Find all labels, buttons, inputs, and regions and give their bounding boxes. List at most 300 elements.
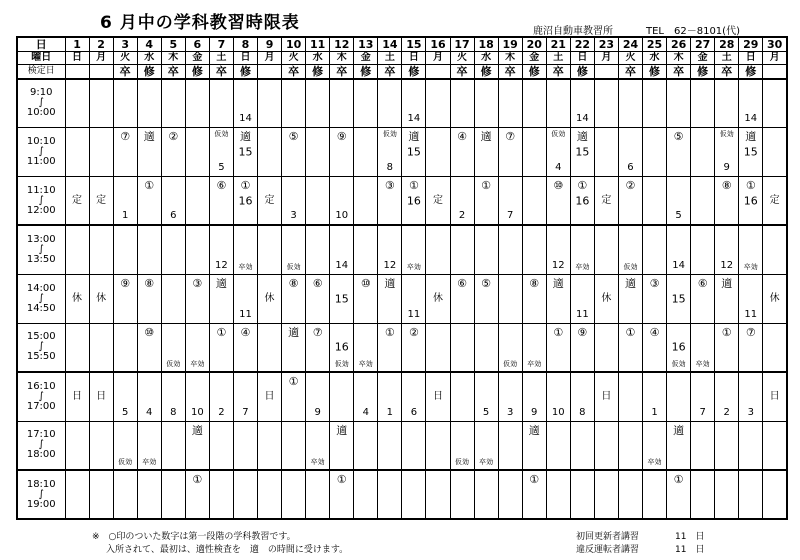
weekday-cell: 土 <box>209 51 233 65</box>
lesson-cell <box>474 274 498 323</box>
lesson-cell <box>113 421 137 470</box>
lesson-top: ⑥ <box>312 276 323 290</box>
lesson-cell <box>546 128 570 177</box>
period-end-time: 11:00 <box>26 156 56 167</box>
lesson-middle: 15 <box>406 145 421 159</box>
lesson-cell <box>570 470 594 519</box>
lesson-cell <box>209 470 233 519</box>
lesson-top: 適 <box>721 276 733 290</box>
lesson-top: ① <box>384 325 395 339</box>
closed-cell: 休 <box>65 274 89 323</box>
exam-type-cell: 修 <box>306 65 330 79</box>
period-end-time: 15:50 <box>26 351 56 363</box>
lesson-cell <box>691 225 715 274</box>
lesson-note-bottom: 卒効 <box>479 458 494 466</box>
exam-type-cell <box>763 65 787 79</box>
day-number: 14 <box>378 37 402 51</box>
lesson-cell <box>498 79 522 128</box>
lesson-cell <box>161 79 185 128</box>
lesson-cell <box>667 470 691 519</box>
lesson-cell <box>354 421 378 470</box>
lesson-cell <box>570 372 594 421</box>
closed-cell <box>258 470 282 519</box>
closed-cell: 日 <box>763 372 787 421</box>
exam-type-cell: 卒 <box>618 65 642 79</box>
lesson-cell <box>330 225 354 274</box>
lesson-bottom: 9 <box>314 406 321 418</box>
lesson-cell <box>354 323 378 372</box>
weekday-cell: 火 <box>113 51 137 65</box>
period-start-time: 14:00 <box>26 282 56 294</box>
lesson-top: ⑩ <box>553 178 564 192</box>
lesson-cell <box>113 79 137 128</box>
lesson-cell <box>137 274 161 323</box>
day-number: 30 <box>763 37 787 51</box>
weekday-cell: 火 <box>618 51 642 65</box>
closed-cell: 定 <box>426 176 450 225</box>
lesson-top: 適 <box>673 423 685 437</box>
lesson-cell <box>282 372 306 421</box>
lesson-top: ③ <box>192 276 203 290</box>
closed-cell <box>594 470 618 519</box>
closed-cell <box>594 323 618 372</box>
lesson-bottom: 14 <box>335 259 349 271</box>
lesson-note-bottom: 仮効 <box>623 262 638 271</box>
period-end-time: 17:00 <box>26 400 56 412</box>
lesson-cell <box>402 470 426 519</box>
lesson-bottom: 5 <box>675 210 682 222</box>
lesson-cell <box>233 176 257 225</box>
closed-cell <box>65 421 89 470</box>
lesson-top: 適 <box>552 276 564 290</box>
lesson-top: 適 <box>624 276 636 290</box>
lesson-bottom: 4 <box>146 406 153 418</box>
day-number: 11 <box>306 37 330 51</box>
lesson-cell <box>330 176 354 225</box>
closed-cell: 日 <box>89 372 113 421</box>
lesson-middle: 16 <box>743 194 758 208</box>
lesson-top: ① <box>192 473 203 486</box>
day-number: 24 <box>618 37 642 51</box>
lesson-top: ① <box>408 178 419 192</box>
lesson-top: ⑧ <box>529 276 540 290</box>
lesson-cell <box>715 470 739 519</box>
lesson-cell <box>522 323 546 372</box>
period-time <box>17 79 65 128</box>
lesson-cell <box>330 323 354 372</box>
closed-cell <box>258 225 282 274</box>
day-number: 13 <box>354 37 378 51</box>
lesson-top: ① <box>336 473 347 486</box>
lesson-note-bottom: 卒効 <box>575 262 590 271</box>
period-range-mark: ∫ <box>38 194 44 206</box>
lesson-cell <box>450 128 474 177</box>
lesson-middle: 16 <box>334 340 349 354</box>
lesson-cell <box>498 470 522 519</box>
lesson-cell <box>330 372 354 421</box>
weekday-cell: 木 <box>161 51 185 65</box>
lesson-cell <box>209 176 233 225</box>
lesson-cell <box>691 470 715 519</box>
lesson-bottom: 11 <box>575 308 589 320</box>
lesson-cell <box>378 470 402 519</box>
lesson-cell <box>522 274 546 323</box>
lesson-cell <box>306 128 330 177</box>
lesson-cell <box>474 421 498 470</box>
lesson-top: ① <box>553 325 564 339</box>
period-start-time: 13:00 <box>26 234 56 246</box>
lesson-top: 適 <box>336 423 348 437</box>
closed-cell: 日 <box>594 372 618 421</box>
period-start-time: 15:00 <box>26 331 56 343</box>
violator-lecture-day: 11 日 <box>675 545 705 555</box>
lesson-bottom: 4 <box>555 161 562 173</box>
period-row <box>17 128 787 177</box>
lesson-cell <box>282 421 306 470</box>
exam-type-cell: 卒 <box>450 65 474 79</box>
period-range-mark: ∫ <box>38 341 44 353</box>
lesson-cell <box>209 323 233 372</box>
lesson-cell <box>739 470 763 519</box>
lesson-note-top: 仮効 <box>214 130 229 139</box>
period-range-mark: ∫ <box>38 390 44 402</box>
lesson-bottom: 2 <box>218 406 225 418</box>
lesson-top: ⑥ <box>216 178 227 192</box>
lesson-cell <box>378 274 402 323</box>
lesson-cell <box>667 323 691 372</box>
exam-type-cell: 卒 <box>161 65 185 79</box>
lesson-cell <box>715 323 739 372</box>
lesson-cell <box>498 372 522 421</box>
lesson-top: ⑤ <box>288 130 299 144</box>
lesson-note-bottom: 卒効 <box>310 458 325 466</box>
lesson-cell <box>113 323 137 372</box>
lesson-cell <box>185 128 209 177</box>
closed-cell <box>763 225 787 274</box>
lesson-cell <box>161 225 185 274</box>
lesson-cell <box>643 274 667 323</box>
closed-cell <box>65 225 89 274</box>
exam-type-cell <box>65 65 89 79</box>
closed-cell <box>763 79 787 128</box>
exam-type-cell: 修 <box>354 65 378 79</box>
lesson-top: ⑩ <box>144 325 155 339</box>
weekday-cell: 月 <box>594 51 618 65</box>
lesson-cell <box>282 79 306 128</box>
day-number: 6 <box>185 37 209 51</box>
lesson-note-bottom: 卒効 <box>527 360 542 369</box>
lesson-cell <box>161 421 185 470</box>
exam-type-cell: 卒 <box>330 65 354 79</box>
lesson-cell <box>137 421 161 470</box>
day-number: 8 <box>233 37 257 51</box>
lesson-top: 適 <box>143 130 155 144</box>
lesson-cell <box>113 372 137 421</box>
lesson-cell <box>474 470 498 519</box>
lesson-cell <box>643 372 667 421</box>
lesson-bottom: 1 <box>121 210 129 222</box>
closed-cell <box>89 128 113 177</box>
lesson-bottom: 10 <box>335 210 349 222</box>
weekday-cell: 水 <box>306 51 330 65</box>
lesson-note-bottom: 卒効 <box>647 458 662 466</box>
lesson-cell <box>185 274 209 323</box>
lesson-middle: 15 <box>575 145 590 159</box>
lesson-note-bottom: 卒効 <box>406 262 421 271</box>
exam-type-cell: 卒 <box>498 65 522 79</box>
closed-cell: 日 <box>65 372 89 421</box>
exam-type-cell: 卒 <box>546 65 570 79</box>
lesson-top: ⑨ <box>336 130 347 144</box>
lesson-bottom: 2 <box>458 210 466 222</box>
lesson-bottom: 11 <box>744 308 758 320</box>
lesson-cell <box>739 323 763 372</box>
lesson-cell <box>546 372 570 421</box>
lesson-top: 適 <box>480 130 492 144</box>
lesson-top: ① <box>481 178 492 192</box>
weekday-cell: 金 <box>522 51 546 65</box>
lesson-bottom: 9 <box>531 406 538 418</box>
lesson-top: 適 <box>215 276 227 290</box>
weekday-cell: 日 <box>233 51 257 65</box>
lesson-cell <box>330 421 354 470</box>
weekday-cell: 日 <box>739 51 763 65</box>
lesson-middle: 16 <box>671 340 686 354</box>
lesson-top: ② <box>625 178 636 192</box>
lesson-cell <box>330 274 354 323</box>
lesson-cell <box>618 323 642 372</box>
lesson-cell <box>161 128 185 177</box>
day-number: 27 <box>691 37 715 51</box>
lesson-bottom: 14 <box>744 113 758 125</box>
lesson-cell <box>667 421 691 470</box>
closed-cell <box>258 128 282 177</box>
exam-type-cell: 卒 <box>282 65 306 79</box>
lesson-cell <box>233 323 257 372</box>
closed-cell: 日 <box>258 372 282 421</box>
lesson-cell <box>450 176 474 225</box>
weekday-cell: 水 <box>643 51 667 65</box>
closed-cell <box>426 323 450 372</box>
lesson-top: ① <box>144 178 155 192</box>
closed-cell <box>763 470 787 519</box>
lesson-cell <box>282 128 306 177</box>
weekday-cell: 火 <box>450 51 474 65</box>
lesson-bottom: 5 <box>121 406 129 418</box>
period-row <box>17 225 787 274</box>
day-number: 22 <box>570 37 594 51</box>
weekday-cell: 月 <box>426 51 450 65</box>
weekday-cell: 月 <box>763 51 787 65</box>
weekday-cell: 火 <box>282 51 306 65</box>
lesson-cell <box>306 470 330 519</box>
weekday-cell: 水 <box>474 51 498 65</box>
lesson-top: 適 <box>288 325 300 339</box>
lesson-cell <box>715 128 739 177</box>
lesson-bottom: 8 <box>386 161 394 173</box>
lesson-cell <box>209 274 233 323</box>
lesson-cell <box>691 128 715 177</box>
closed-cell <box>594 421 618 470</box>
lesson-note-top: 仮効 <box>551 130 566 139</box>
day-number-row <box>17 37 787 51</box>
lesson-cell <box>691 323 715 372</box>
closed-cell: 休 <box>426 274 450 323</box>
lesson-cell <box>715 372 739 421</box>
lesson-cell <box>137 79 161 128</box>
lesson-cell <box>739 176 763 225</box>
lesson-cell <box>306 323 330 372</box>
lesson-cell <box>667 372 691 421</box>
closed-cell: 定 <box>763 176 787 225</box>
lesson-cell <box>402 421 426 470</box>
closed-cell <box>89 79 113 128</box>
lesson-middle: 15 <box>671 292 686 306</box>
exam-type-cell <box>258 65 282 79</box>
closed-cell <box>594 225 618 274</box>
exam-type-cell: 修 <box>402 65 426 79</box>
first-renewal-lecture-label: 初回更新者講習 <box>576 532 640 542</box>
lesson-cell <box>715 225 739 274</box>
closed-cell <box>426 421 450 470</box>
lesson-middle: 15 <box>743 145 758 159</box>
lesson-note-bottom: 卒効 <box>358 360 373 369</box>
lesson-cell <box>450 79 474 128</box>
closed-cell <box>89 470 113 519</box>
lesson-cell <box>185 470 209 519</box>
period-end-time: 14:50 <box>26 302 56 314</box>
lesson-note-bottom: 仮効 <box>286 262 301 271</box>
lesson-cell <box>185 176 209 225</box>
lesson-cell <box>233 225 257 274</box>
period-row <box>17 372 787 421</box>
lesson-top: ⑤ <box>481 276 492 290</box>
lesson-cell <box>306 225 330 274</box>
lesson-cell <box>354 225 378 274</box>
lesson-cell <box>546 225 570 274</box>
lesson-cell <box>402 372 426 421</box>
lesson-cell <box>643 323 667 372</box>
period-range-mark: ∫ <box>38 97 44 109</box>
lesson-cell <box>137 470 161 519</box>
weekday-header-label: 曜日 <box>17 51 65 65</box>
lesson-top: ⑦ <box>745 325 756 339</box>
lesson-cell <box>450 323 474 372</box>
lesson-note-top: 仮効 <box>382 130 397 139</box>
lesson-cell <box>402 225 426 274</box>
lesson-bottom: 7 <box>506 210 514 222</box>
lesson-cell <box>643 79 667 128</box>
lesson-cell <box>233 470 257 519</box>
lesson-cell <box>113 176 137 225</box>
closed-cell: 休 <box>763 274 787 323</box>
lesson-cell <box>450 225 474 274</box>
lesson-cell <box>618 421 642 470</box>
weekday-cell: 日 <box>65 51 89 65</box>
lesson-cell <box>378 176 402 225</box>
lesson-cell <box>378 79 402 128</box>
violator-lecture-label: 違反運転者講習 <box>576 545 640 555</box>
lesson-cell <box>498 176 522 225</box>
lesson-cell <box>570 421 594 470</box>
weekday-cell: 木 <box>498 51 522 65</box>
period-row <box>17 470 787 519</box>
lesson-cell <box>185 225 209 274</box>
footnote-line-1: ※ ○印のついた数字は第一段階の学科教習です。 <box>92 532 296 542</box>
lesson-cell <box>354 470 378 519</box>
lesson-cell <box>402 79 426 128</box>
exam-type-cell <box>594 65 618 79</box>
period-time <box>17 421 65 470</box>
lesson-cell <box>618 274 642 323</box>
lesson-cell <box>739 79 763 128</box>
lesson-middle: 15 <box>334 292 349 306</box>
period-row <box>17 274 787 323</box>
period-end-time: 19:00 <box>26 498 56 510</box>
lesson-note-bottom: 仮効 <box>118 458 133 466</box>
lesson-note-bottom: 仮効 <box>503 360 518 369</box>
lesson-cell <box>546 323 570 372</box>
lesson-note-bottom: 卒効 <box>743 262 758 271</box>
lesson-cell <box>282 274 306 323</box>
period-row <box>17 79 787 128</box>
day-number: 4 <box>137 37 161 51</box>
lesson-cell <box>643 421 667 470</box>
footnote-line-2: 入所されて、最初は、適性検査を 適 の時間に受けます。 <box>106 545 349 555</box>
lesson-top: 適 <box>528 423 540 437</box>
exam-type-cell: 卒 <box>378 65 402 79</box>
exam-type-cell: 卒 <box>667 65 691 79</box>
lesson-top: ⑨ <box>120 276 131 290</box>
lesson-cell <box>739 225 763 274</box>
lesson-bottom: 8 <box>579 406 586 418</box>
lesson-cell <box>739 372 763 421</box>
lesson-cell <box>546 470 570 519</box>
lesson-note-bottom: 仮効 <box>671 360 686 369</box>
lesson-cell <box>522 225 546 274</box>
lesson-cell <box>522 470 546 519</box>
lesson-note-bottom: 仮効 <box>334 360 349 369</box>
lesson-cell <box>161 274 185 323</box>
lesson-cell <box>450 421 474 470</box>
lesson-cell <box>498 225 522 274</box>
lesson-cell <box>209 372 233 421</box>
weekday-row <box>17 51 787 65</box>
lesson-cell <box>498 128 522 177</box>
lesson-cell <box>546 421 570 470</box>
lesson-top: ⑦ <box>505 130 516 144</box>
day-number: 17 <box>450 37 474 51</box>
lesson-cell <box>667 128 691 177</box>
lesson-cell <box>546 176 570 225</box>
exam-day-row <box>17 65 787 79</box>
lesson-cell <box>570 323 594 372</box>
lesson-cell <box>113 128 137 177</box>
lesson-cell <box>378 372 402 421</box>
lesson-note-top: 仮効 <box>719 130 734 139</box>
lesson-top: ⑨ <box>577 325 588 339</box>
lesson-cell <box>185 79 209 128</box>
lesson-bottom: 14 <box>575 113 589 125</box>
lesson-cell <box>643 176 667 225</box>
lesson-cell <box>715 274 739 323</box>
lesson-cell <box>691 176 715 225</box>
exam-type-cell: 修 <box>570 65 594 79</box>
lesson-cell <box>691 274 715 323</box>
lesson-cell <box>667 274 691 323</box>
lesson-bottom: 3 <box>290 210 297 222</box>
lesson-cell <box>643 225 667 274</box>
